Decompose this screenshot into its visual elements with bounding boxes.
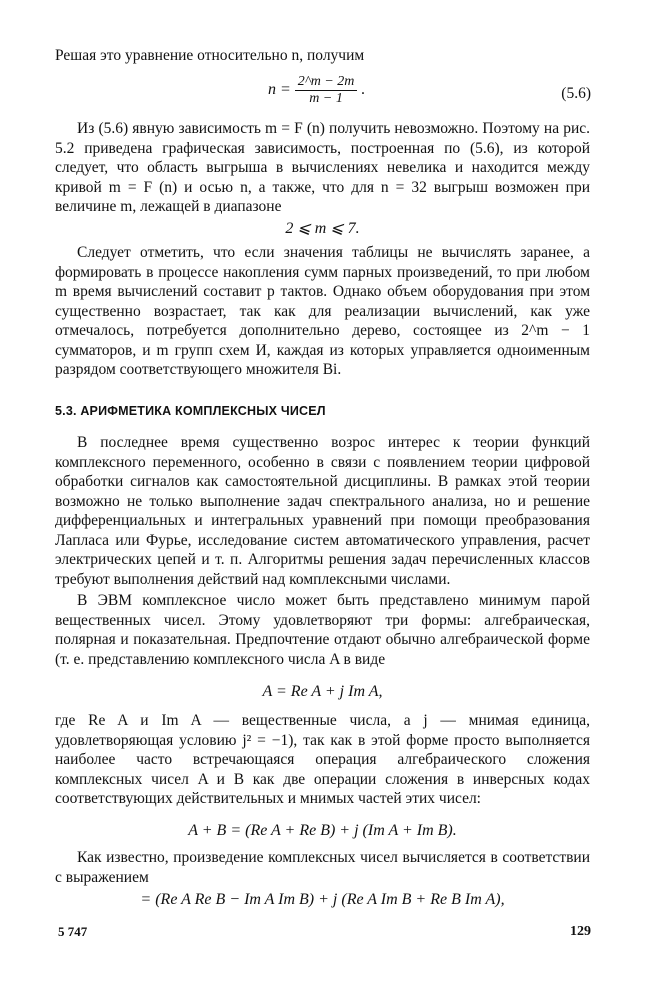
signature-mark: 5 747: [58, 924, 88, 939]
paragraph-1: Из (5.6) явную зависимость m = F (n) получить невозможно. Поэтому на рис. 5.2 приведена графическая зависимость, построенная по (5.6), из которой следует, что область выгрыша в вычислениях невелика и находится между кривой m = F (n) и осью n, а также, что для n = 32 выгрыш возможен при величине m, лежащей в диапазоне: [55, 120, 590, 215]
fraction-numerator: 2^m − 2m: [295, 74, 358, 91]
equation-tail: .: [361, 81, 366, 99]
formula-product: = (Re A Re B − Im A Im B) + j (Re A Im B + Re B Im A),: [140, 891, 505, 908]
section-heading: 5.3. АРИФМЕТИКА КОМПЛЕКСНЫХ ЧИСЕЛ: [55, 404, 326, 418]
formula-algebraic: A = Re A + j Im A,: [262, 683, 383, 700]
formula-sum: A + B = (Re A + Re B) + j (Im A + Im B).: [188, 822, 457, 839]
equation-number: (5.6): [561, 85, 591, 102]
equation-fraction: [295, 74, 358, 107]
page-number: 129: [570, 924, 591, 939]
paragraph-6: Как известно, произведение комплексных чисел вычисляется в соответствии с выражением: [55, 849, 590, 886]
paragraph-5: где Re A и Im A — вещественные числа, а j — мнимая единица, удовлетворяющая условию j² = −1), так как в этой форме просто выполняется наиболее часто встречающаяся операция алгебраического сложения комплексных чисел A и B как две операции сложения в инверсных кодах соответствующих действительных и мнимых частей этих чисел:: [55, 712, 590, 807]
range-formula: 2 ⩽ m ⩽ 7.: [285, 220, 360, 237]
equation-5-6: [268, 74, 365, 107]
fraction-denominator: m − 1: [309, 91, 343, 106]
paragraph-2: Следует отметить, что если значения таблицы не вычислять заранее, а формировать в процессе накопления сумм парных произведений, то при любом m время вычислений составит p тактов. Однако объем оборудования при этом существенно возрастает, так как для реализации вычислений, как уже отмечалось, потребуется дополнительно дерево, состоящее из 2^m − 1 сумматоров, и m групп схем И, каждая из которых управляется одноименным разрядом соответствующего множителя Bi.: [55, 244, 590, 378]
paragraph-4: В ЭВМ комплексное число может быть представлено минимум парой вещественных чисел. Этому удовлетворяют три формы: алгебраическая, полярная и показательная. Предпочтение отдают обычно алгебраической форме (т. е. представлению комплексного числа A в виде: [55, 592, 590, 668]
equation-lhs: n =: [268, 81, 291, 99]
intro-line: Решая это уравнение относительно n, получим: [55, 47, 365, 64]
paragraph-3: В последнее время существенно возрос интерес к теории функций комплексного переменного, особенно в связи с появлением теории цифровой обработки сигналов как самостоятельной дисциплины. В рамках этой теории возможно не только выполнение задач спектрального анализа, но и решение дифференциальных и интегральных уравнений при помощи преобразования Лапласа или Фурье, исследование систем автоматического управления, расчет электрических цепей и т. п. Алгоритмы решения задач перечисленных классов требуют выполнения действий над комплексными числами.: [55, 434, 590, 588]
